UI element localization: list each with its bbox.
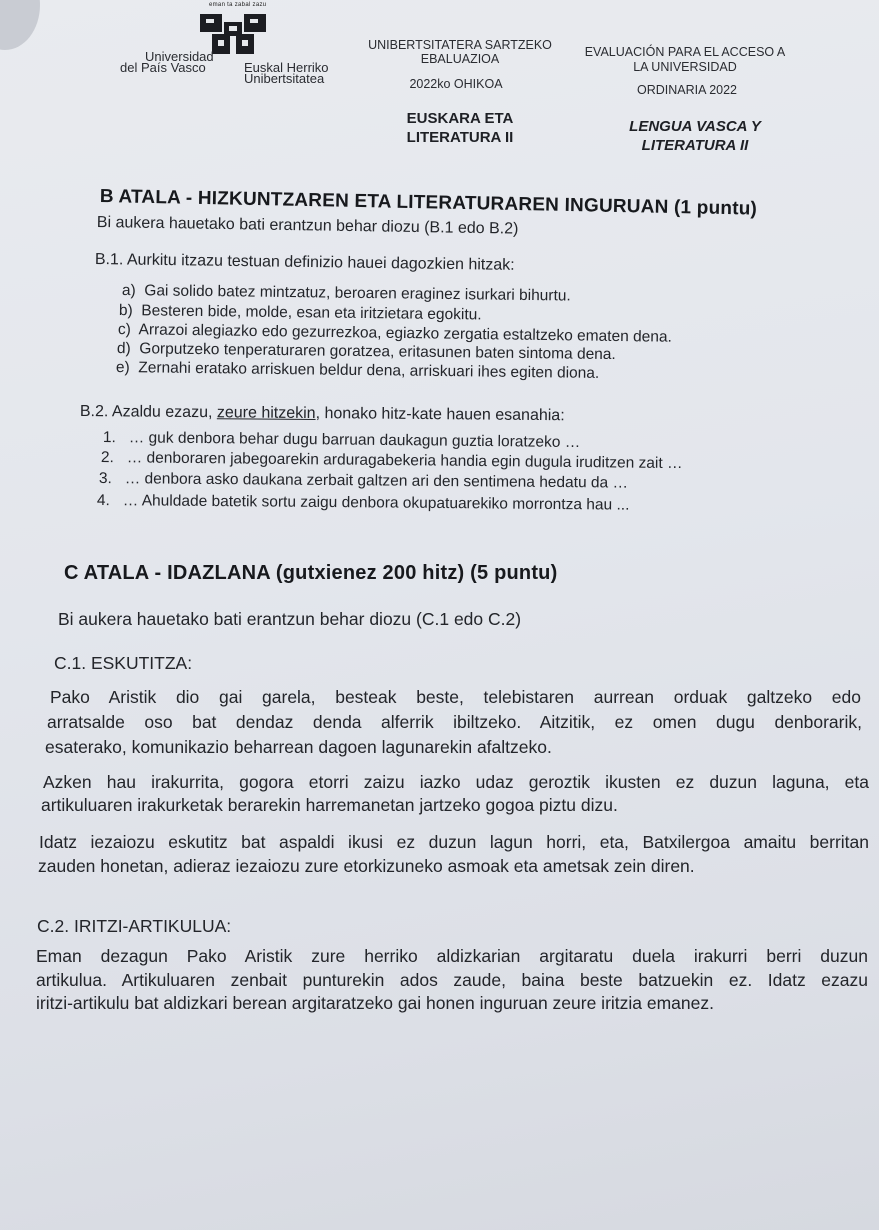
logo-text-eu-2: Unibertsitatea [244,71,325,86]
b2-item [103,429,581,452]
header-basque-line3: 2022ko OHIKOA [409,77,503,91]
logo-text-eu-1: Euskal Herriko [244,60,329,75]
b1-item-label: c) [117,321,131,339]
b2-item-text: … Ahuldade batetik sortu zaigu denbora okupatuarekiko morrontza hau ... [122,492,630,514]
b1-item-label: b) [118,302,133,320]
c1-heading: C.1. ESKUTITZA: [54,653,193,673]
subject-basque-line1: EUSKARA ETA [406,110,514,127]
b2-prompt-underlined: zeure hitzekin [216,404,316,423]
b2-item-text: … guk denbora behar dugu barruan daukagun guztia loratzeko … [128,429,581,451]
b2-prompt-end: , honako hitz-kate hauen esanahia: [315,405,565,425]
b2-item-label: 2. [100,449,114,467]
logo-motto: eman ta zabal zazu [209,2,267,8]
b2-prompt-start: B.2. Azaldu ezazu, [79,403,213,422]
b1-item-label: e) [115,359,130,377]
b1-item-text: Besteren bide, molde, esan eta iritzietara egokitu. [141,302,482,324]
subject-spanish-line1: LENGUA VASCA Y [629,118,761,135]
page-corner-shadow [0,0,40,50]
header-basque-line1: UNIBERTSITATERA SARTZEKO [368,38,552,52]
header-spanish-line2: LA UNIVERSIDAD [633,60,737,74]
header-spanish-line1: EVALUACIÓN PARA EL ACCESO A [584,45,786,59]
c2-line1: Eman dezagun Pako Aristik zure herriko aldizkarian argitaratu duela irakurri berri duzun [36,946,868,966]
c1-paragraph2-line1: Azken hau irakurrita, gogora etorri zaizu iazko udaz geroztik ikusten ez duzun laguna, eta [43,772,869,792]
b1-item-text: Gai solido batez mintzatuz, beroaren eraginez isurkari bihurtu. [144,282,571,305]
header-basque-line2: EBALUAZIOA [420,52,500,66]
logo-text-es-1: Universidad [145,49,214,64]
b1-prompt: B.1. Aurkitu itzazu testuan definizio hauei dagozkien hitzak: [94,251,515,274]
b2-item [101,449,683,473]
section-b-instruction: Bi aukera hauetako bati erantzun behar diozu (B.1 edo B.2) [96,214,519,238]
c1-paragraph3-line1: Idatz iezaiozu eskutitz bat aspaldi ikusi ez duzun lagun horri, eta, Batxilergoa amaitu berritan [39,832,869,852]
b1-item-text: Gorputzeko tenperaturaren goratzea, eritasunen baten sintoma dena. [139,340,616,364]
c1-paragraph1-line2: arratsalde oso bat dendaz denda alferrik ibiltzeko. Aitzitik, ez omen dugu denborarik, [47,712,862,732]
c1-paragraph1-line3: esaterako, komunikazio beharrean dagoen lagunarekin afaltzeko. [45,737,552,757]
b2-item-label: 4. [96,492,110,510]
c1-paragraph3-line2: zauden honetan, adieraz iezaiozu zure etorkizuneko asmoak eta ametsak zein diren. [38,856,695,876]
section-c-instruction: Bi aukera hauetako bati erantzun behar diozu (C.1 edo C.2) [58,609,522,629]
b2-item [97,492,630,515]
b1-item-label: a) [121,282,136,300]
b1-item-text: Arrazoi alegiazko edo gezurrezkoa, egiazko zergatia estaltzeko ematen dena. [138,321,672,346]
b2-item-text: … denbora asko daukana zerbait galtzen ari den sentimena hedatu da … [124,470,629,492]
section-c-title: C ATALA - IDAZLANA (gutxienez 200 hitz) (5 puntu) [64,562,558,584]
c2-line2: artikulua. Artikuluaren zenbait punturekin ados zaude, baina beste batzuekin ez. Idatz ezazu [36,970,868,990]
b1-item-text: Zernahi eratako arriskuen beldur dena, arriskuari ihes egiten diona. [138,359,600,382]
b2-item-text: … denboraren jabegoarekin arduragabekeria handia egin dugula iruditzen zait … [126,449,683,473]
header-spanish-line3: ORDINARIA 2022 [636,83,738,97]
b2-item [99,470,628,493]
b2-item-label: 1. [102,429,116,447]
c2-heading: C.2. IRITZI-ARTIKULUA: [37,916,232,936]
b1-item-label: d) [116,340,131,358]
b2-prompt [80,403,565,425]
subject-spanish-line2: LITERATURA II [641,137,749,154]
c2-line3: iritzi-artikulu bat aldizkari berean argitaratzeko gai honen inguruan zeure iritzia emanez. [36,993,714,1013]
c1-paragraph1-line1: Pako Aristik dio gai garela, besteak beste, telebistaren aurrean orduak galtzeko edo [50,687,861,707]
subject-basque-line2: LITERATURA II [406,129,514,146]
logo-text-es-2: del País Vasco [120,60,206,75]
b2-item-label: 3. [98,470,112,488]
section-b-title: B ATALA - HIZKUNTZAREN ETA LITERATURAREN INGURUAN (1 puntu) [99,186,758,220]
c1-paragraph2-line2: artikuluaren irakurketak berarekin harremanetan jartzeko gogoa piztu dizu. [41,795,618,815]
